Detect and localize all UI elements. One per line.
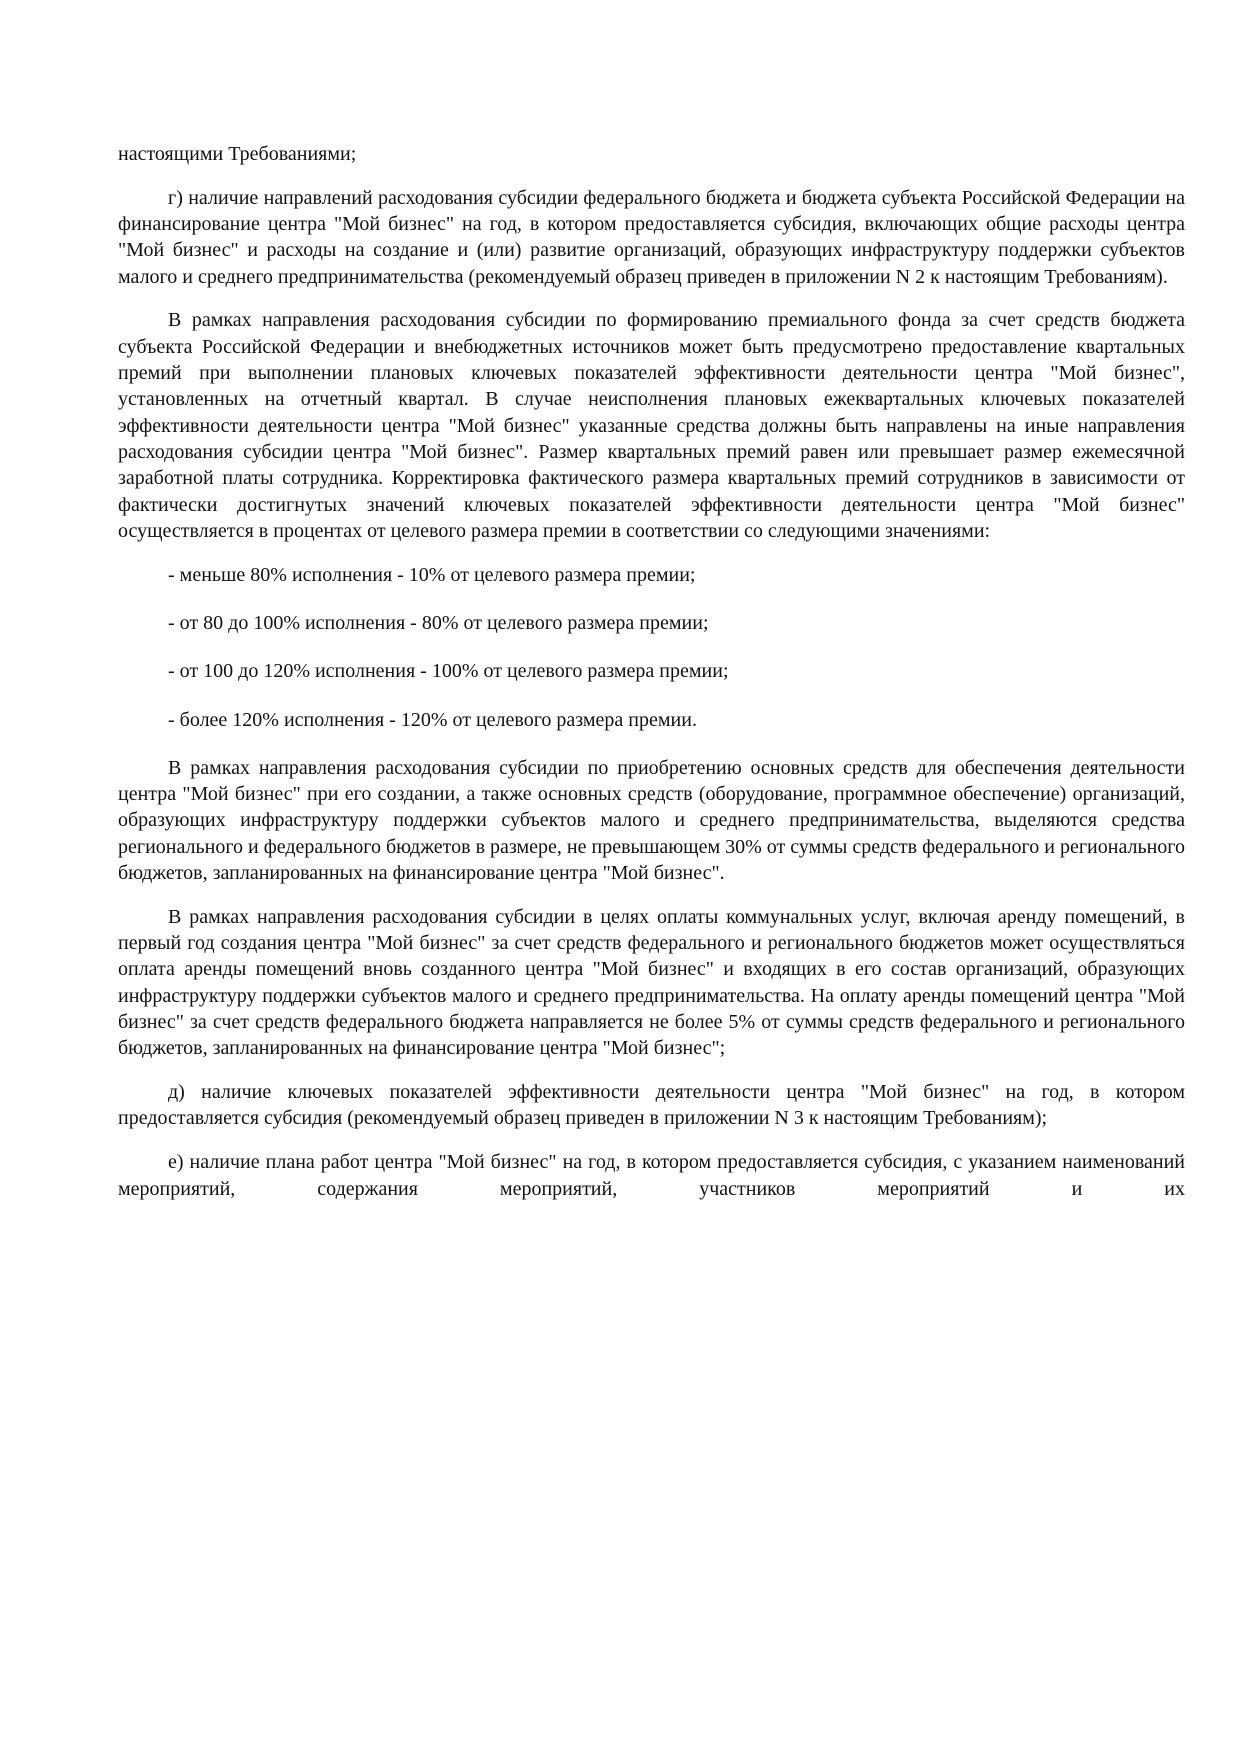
paragraph-premium-fund: В рамках направления расходования субсидии по формированию премиального фонда за счет средств бюджета субъекта Российской Федерации и внебюджетных источников может быть предусмотрено предоставление квартальных премий при выполнении плановых ключевых показателей эффективности деятельности центра "Мой бизнес", установленных на отчетный квартал. В случае неисполнения плановых ежеквартальных ключевых показателей эффективности деятельности центра "Мой бизнес" указанные средства должны быть направлены на иные направления расходования субсидии центра "Мой бизнес". Размер квартальных премий равен или превышает размер ежемесячной заработной платы сотрудника. Корректировка фактического размера квартальных премий сотрудников в зависимости от фактически достигнутых значений ключевых показателей эффективности деятельности центра "Мой бизнес" осуществляется в процентах от целевого размера премии в соответствии со следующими значениями:: [118, 309, 1185, 542]
list-item: - более 120% исполнения - 120% от целевого размера премии.: [168, 708, 697, 731]
paragraph-fixed-assets: В рамках направления расходования субсидии по приобретению основных средств для обеспечения деятельности центра "Мой бизнес" при его создании, а также основных средств (оборудование, программное обеспечение) организаций, образующих инфраструктуру поддержки субъектов малого и среднего предпринимательства, выделяются средства регионального и федерального бюджетов в размере, не превышающем 30% от суммы средств федерального и регионального бюджетов, запланированных на финансирование центра "Мой бизнес".: [118, 756, 1186, 885]
document-page: [118, 141, 1185, 1219]
paragraph-utilities: В рамках направления расходования субсидии в целях оплаты коммунальных услуг, включая аренду помещений, в первый год создания центра "Мой бизнес" за счет средств федерального и регионального бюджетов может осуществляться оплата аренды помещений вновь созданного центра "Мой бизнес" и входящих в его состав организаций, образующих инфраструктуру поддержки субъектов малого и среднего предпринимательства. На оплату аренды помещений центра "Мой бизнес" за счет средств федерального бюджета направляется не более 5% от суммы средств федерального и регионального бюджетов, запланированных на финансирование центра "Мой бизнес";: [118, 905, 1185, 1060]
list-item: - меньше 80% исполнения - 10% от целевого размера премии;: [168, 563, 696, 586]
paragraph-continuation: настоящими Требованиями;: [118, 143, 357, 165]
paragraph-item-e: е) наличие плана работ центра "Мой бизнес" на год, в котором предоставляется субсидия, с указанием наименований мероприятий, содержания мероприятий, участников мероприятий и их: [118, 1151, 1185, 1200]
paragraph-item-d: д) наличие ключевых показателей эффективности деятельности центра "Мой бизнес" на год, в котором предоставляется субсидия (рекомендуемый образец приведен в приложении N 3 к настоящим Требованиям);: [118, 1081, 1185, 1130]
list-item: - от 100 до 120% исполнения - 100% от целевого размера премии;: [168, 660, 729, 683]
list-item: - от 80 до 100% исполнения - 80% от целевого размера премии;: [168, 611, 709, 634]
paragraph-item-g: г) наличие направлений расходования субсидии федерального бюджета и бюджета субъекта Российской Федерации на финансирование центра "Мой бизнес" на год, в котором предоставляется субсидия, включающих общие расходы центра "Мой бизнес" и расходы на создание и (или) развитие организаций, образующих инфраструктуру поддержки субъектов малого и среднего предпринимательства (рекомендуемый образец приведен в приложении N 2 к настоящим Требованиям).: [118, 186, 1185, 288]
